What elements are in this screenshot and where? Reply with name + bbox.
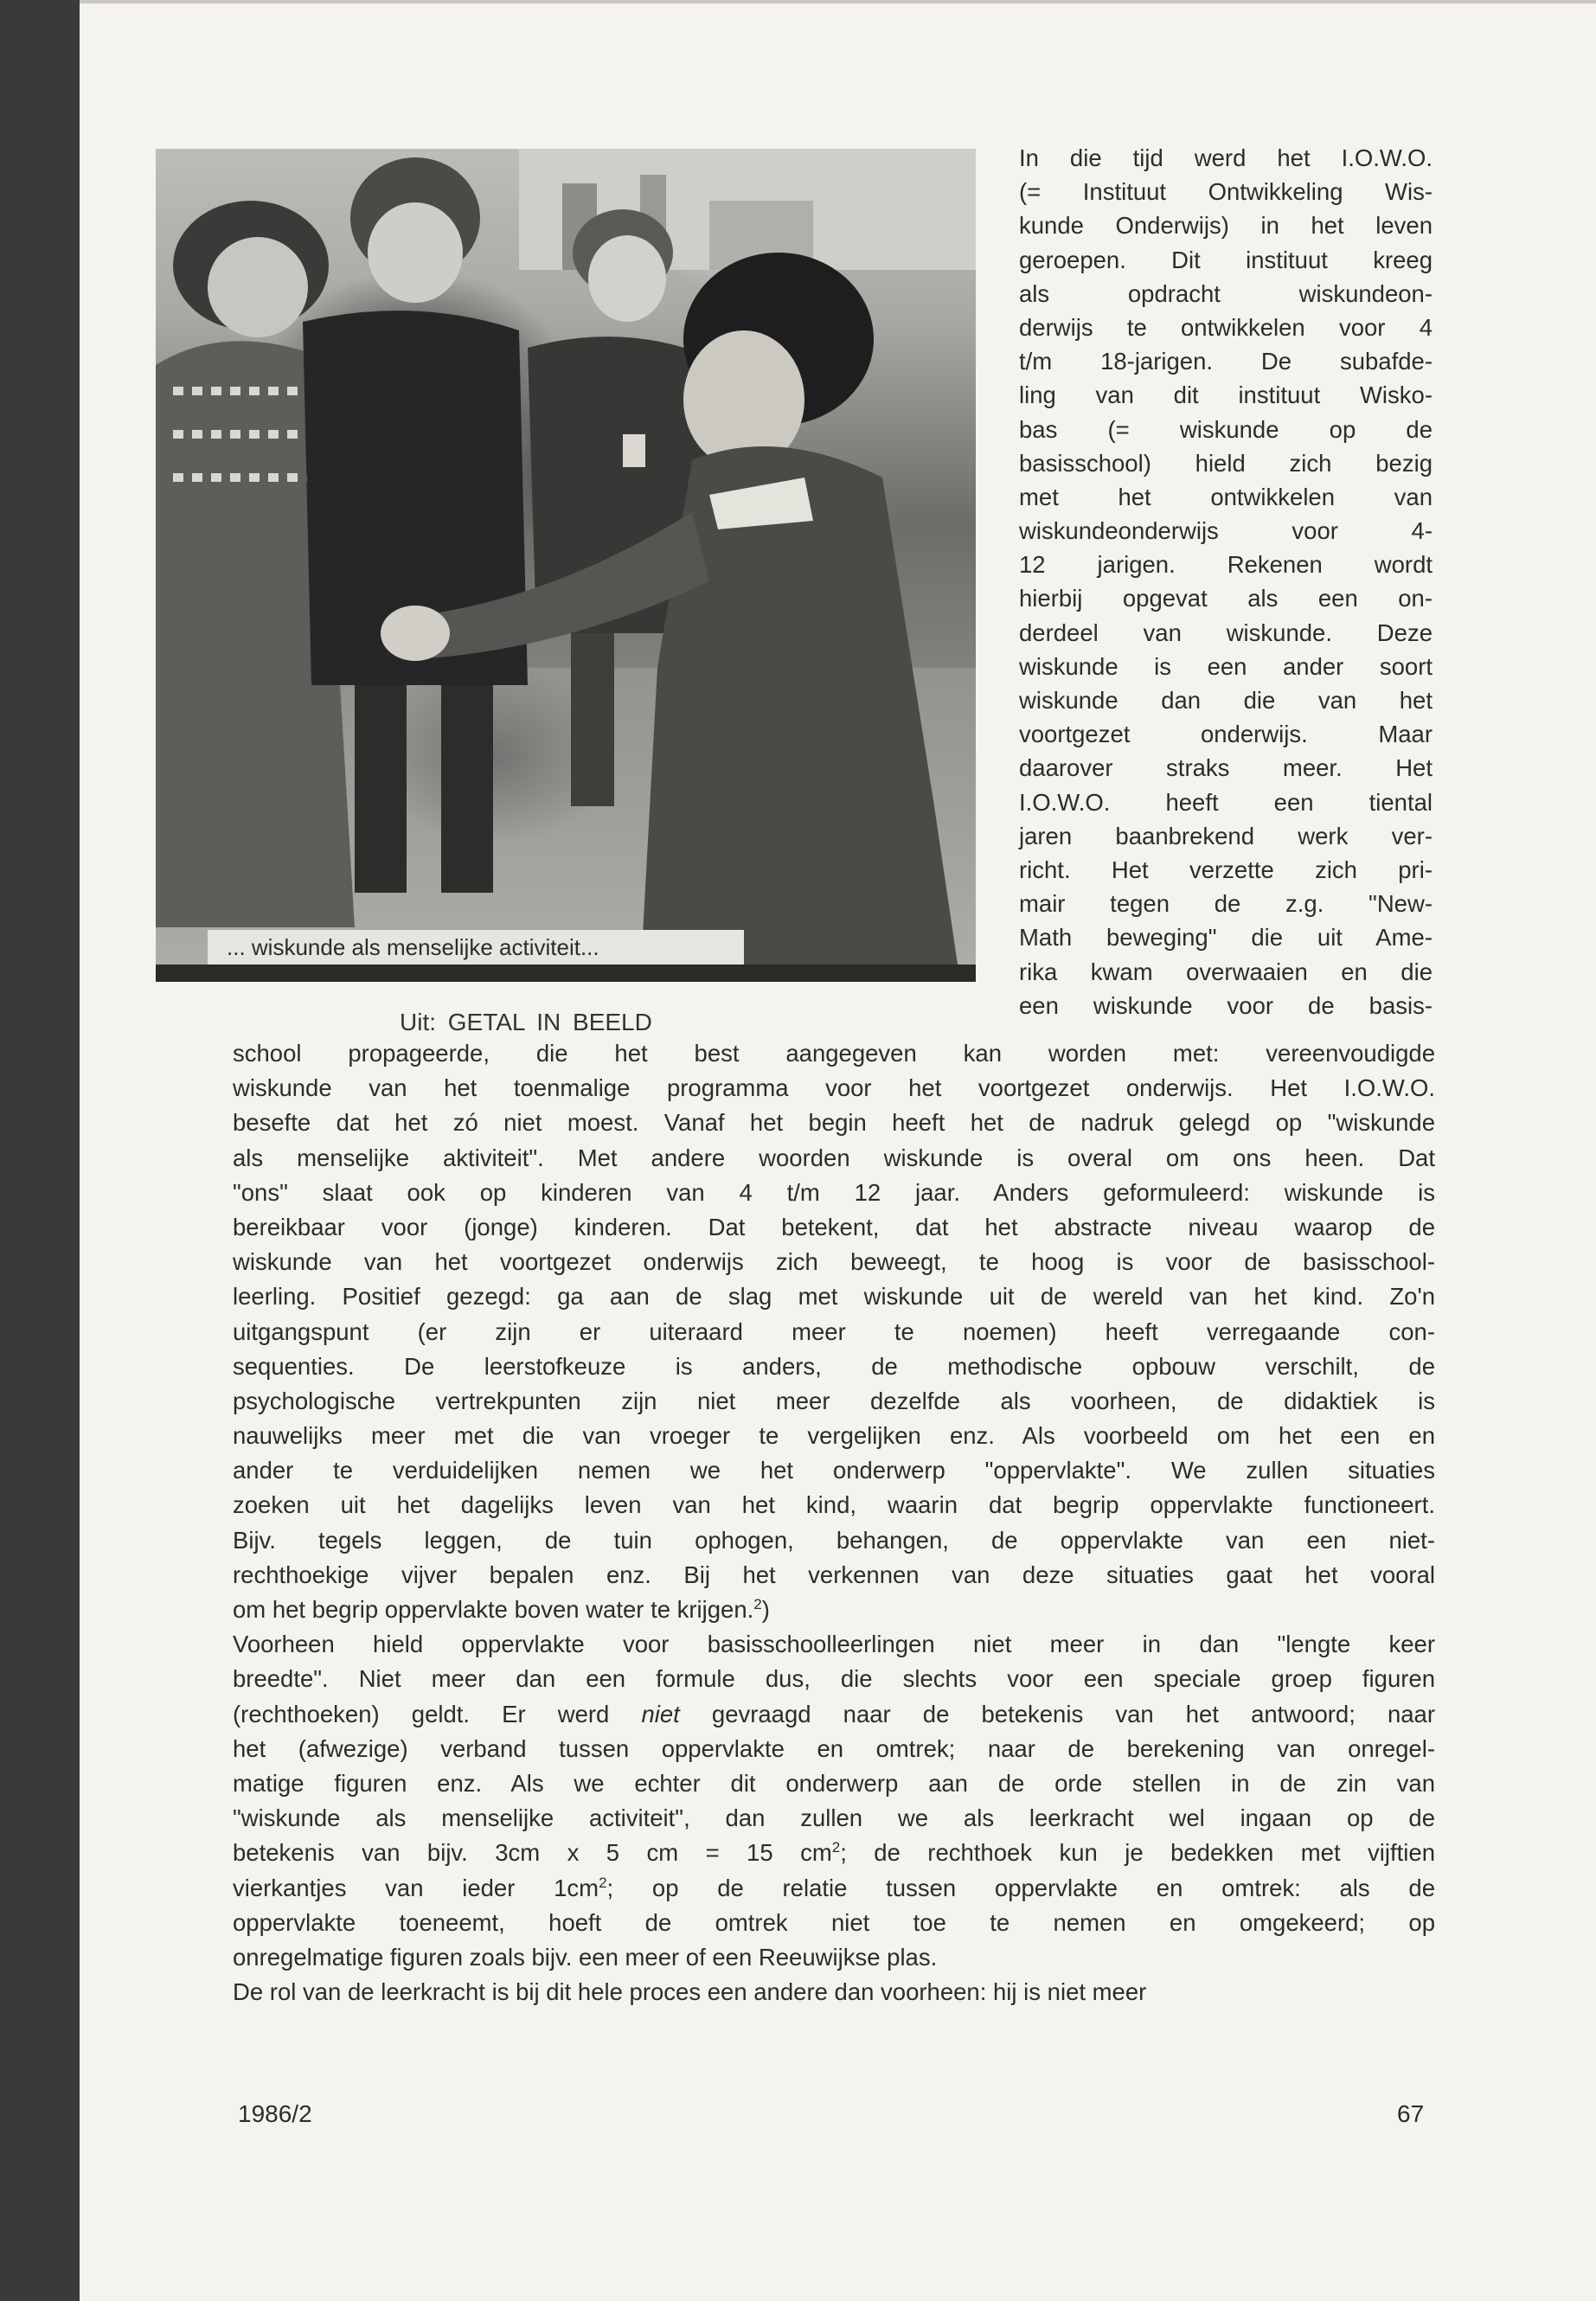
text-line: school propageerde, die het best aangegeven kan worden met: vereenvoudigde — [233, 1040, 1435, 1067]
text-line — [233, 1697, 1435, 1732]
text-line: het (afwezige) verband tussen oppervlakte en omtrek; naar de berekening van onregel- — [233, 1734, 1435, 1762]
body-text — [233, 1036, 1435, 2009]
text-run: ) — [761, 1596, 770, 1623]
text-line: (= Instituut Ontwikkeling Wis- — [1019, 178, 1433, 206]
text-line: wiskunde van het voortgezet onderwijs zich beweegt, te hoog is voor de basisschool- — [233, 1248, 1435, 1276]
text-run: vierkantjes van ieder 1cm — [233, 1874, 599, 1901]
text-line: bereikbaar voor (jonge) kinderen. Dat betekent, dat het abstracte niveau waarop de — [233, 1213, 1435, 1240]
text-run: ; de rechthoek kun je bedekken met vijftien — [840, 1839, 1435, 1867]
text-run: ; op de relatie tussen oppervlakte en omtrek: als de — [606, 1874, 1435, 1901]
text-line: Voorheen hield oppervlakte voor basisschoolleerlingen niet meer in dan "lengte keer — [233, 1631, 1435, 1658]
page — [80, 0, 1596, 2301]
text-line: hierbij opgevat als een on- — [1019, 585, 1433, 612]
photo-children — [156, 149, 976, 982]
text-line: kunde Onderwijs) in het leven — [1019, 212, 1433, 240]
superscript: 2 — [831, 1839, 841, 1856]
text-line: bas (= wiskunde op de — [1019, 415, 1433, 443]
text-line: zoeken uit het dagelijks leven van het kind, waarin dat begrip oppervlakte functioneert. — [233, 1491, 1435, 1519]
text-line: 12 jarigen. Rekenen wordt — [1019, 551, 1433, 579]
text-line: wiskunde dan die van het — [1019, 687, 1433, 714]
page-content — [80, 0, 1596, 2301]
text-line: leerling. Positief gezegd: ga aan de slag met wiskunde uit de wereld van het kind. Zo'n — [233, 1283, 1435, 1311]
text-run: gevraagd naar de betekenis van het antwoord; naar — [679, 1700, 1435, 1727]
text-line: wiskunde van het toenmalige programma voor het voortgezet onderwijs. Het I.O.W.O. — [233, 1074, 1435, 1102]
text-line: ling van dit instituut Wisko- — [1019, 381, 1433, 409]
text-line: derdeel van wiskunde. Deze — [1019, 619, 1433, 646]
photo-caption: ... wiskunde als menselijke activiteit... — [208, 930, 744, 965]
text-line: matige figuren enz. Als we echter dit onderwerp aan de orde stellen in de zin van — [233, 1769, 1435, 1797]
emphasis: niet — [641, 1700, 680, 1727]
text-line: mair tegen de z.g. "New- — [1019, 890, 1433, 918]
text-line: nauwelijks meer met die van vroeger te vergelijken enz. Als voorbeeld om het een en — [233, 1422, 1435, 1450]
text-line: derwijs te ontwikkelen voor 4 — [1019, 313, 1433, 341]
text-line: "wiskunde als menselijke activiteit", dan zullen we als leerkracht wel ingaan op de — [233, 1804, 1435, 1832]
text-line: rechthoekige vijver bepalen enz. Bij het verkennen van deze situaties gaat het vooral — [233, 1561, 1435, 1588]
photo-illustration — [156, 149, 976, 982]
text-line: voortgezet onderwijs. Maar — [1019, 721, 1433, 748]
text-line: wiskunde is een ander soort — [1019, 652, 1433, 680]
text-line: "ons" slaat ook op kinderen van 4 t/m 12 jaar. Anders geformuleerd: wiskunde is — [233, 1178, 1435, 1206]
right-column-text — [1019, 141, 1433, 1022]
text-line: rika kwam overwaaien en die — [1019, 958, 1433, 985]
text-line: ander te verduidelijken nemen we het onderwerp "oppervlakte". We zullen situaties — [233, 1457, 1435, 1484]
text-line: In die tijd werd het I.O.W.O. — [1019, 144, 1433, 171]
text-run: betekenis van bijv. 3cm x 5 cm = 15 cm — [233, 1839, 832, 1867]
text-line: Math beweging" die uit Ame- — [1019, 924, 1433, 952]
text-line: jaren baanbrekend werk ver- — [1019, 822, 1433, 849]
text-line: onregelmatige figuren zoals bijv. een meer of een Reeuwijkse plas. — [233, 1943, 938, 1971]
text-line — [233, 1593, 1435, 1627]
text-line: met het ontwikkelen van — [1019, 483, 1433, 510]
text-line: sequenties. De leerstofkeuze is anders, de methodische opbouw verschilt, de — [233, 1352, 1435, 1380]
text-line: geroepen. Dit instituut kreeg — [1019, 246, 1433, 273]
text-line: daarover straks meer. Het — [1019, 754, 1433, 782]
text-line: als opdracht wiskundeon- — [1019, 279, 1433, 307]
text-run: om het begrip oppervlakte boven water te krijgen. — [233, 1596, 754, 1623]
issue-number: 1986/2 — [238, 2100, 312, 2127]
text-line: I.O.W.O. heeft een tiental — [1019, 788, 1433, 816]
text-run: (rechthoeken) geldt. Er werd — [233, 1700, 642, 1727]
footnote-marker: 2 — [753, 1595, 762, 1612]
text-line: Bijv. tegels leggen, de tuin ophogen, behangen, de oppervlakte van een niet- — [233, 1526, 1435, 1554]
page-number: 67 — [1397, 2100, 1425, 2127]
text-line: richt. Het verzette zich pri- — [1019, 856, 1433, 883]
text-line: wiskundeonderwijs voor 4- — [1019, 517, 1433, 545]
text-line: basisschool) hield zich bezig — [1019, 449, 1433, 477]
text-line: besefte dat het zó niet moest. Vanaf het begin heeft het de nadruk gelegd op "wiskunde — [233, 1109, 1435, 1137]
text-line: als menselijke aktiviteit". Met andere woorden wiskunde is overal om ons heen. Dat — [233, 1144, 1435, 1171]
text-line: t/m 18-jarigen. De subafde- — [1019, 348, 1433, 375]
superscript: 2 — [599, 1874, 607, 1891]
text-line: een wiskunde voor de basis- — [1019, 991, 1433, 1019]
text-line: oppervlakte toeneemt, hoeft de omtrek niet toe te nemen en omgekeerd; op — [233, 1908, 1435, 1936]
photo-credit: Uit: GETAL IN BEELD — [400, 1009, 652, 1035]
text-line — [233, 1871, 1435, 1906]
text-line: breedte". Niet meer dan een formule dus, die slechts voor een speciale groep figuren — [233, 1665, 1435, 1693]
text-line: psychologische vertrekpunten zijn niet meer dezelfde als voorheen, de didaktiek is — [233, 1387, 1435, 1414]
text-line: De rol van de leerkracht is bij dit hele proces een andere dan voorheen: hij is niet meer — [233, 1978, 1147, 2006]
text-line — [233, 1836, 1435, 1870]
text-line: uitgangspunt (er zijn er uiteraard meer te noemen) heeft verregaande con- — [233, 1317, 1435, 1345]
